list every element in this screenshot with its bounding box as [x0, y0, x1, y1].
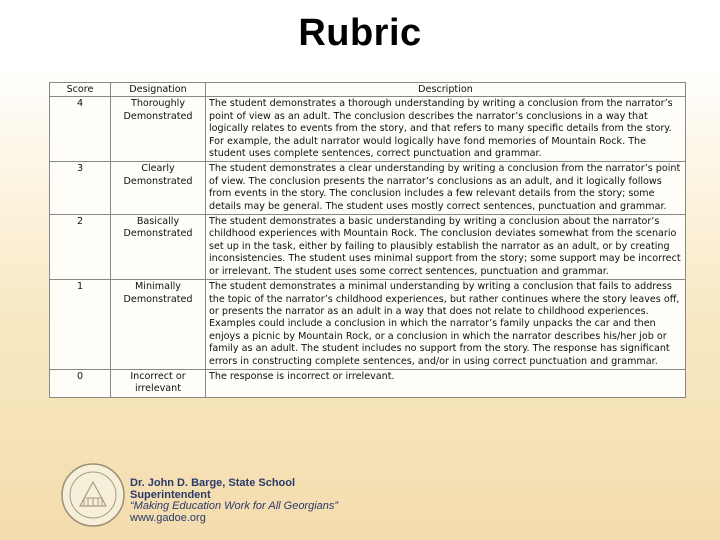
- score-cell: 0: [50, 369, 111, 397]
- description-cell: The student demonstrates a basic understanding by writing a conclusion about the narrator’s childhood experiences with Mountain Rock. The conclusion deviates somewhat from the scenario set up in the task, either by failing to plausibly establish the narrator as an adult, or by creating inconsistencies. The student uses minimal support from the story; some support may be incorrect or irrelevant. The student uses some correct sentences, punctuation and grammar.: [206, 215, 686, 280]
- score-cell: 2: [50, 215, 111, 280]
- table-row: [50, 280, 686, 370]
- table-header-row: [50, 83, 686, 97]
- description-cell: The student demonstrates a clear understanding by writing a conclusion from the narrator’s point of view. The conclusion presents the narrator’s conclusions as an adult, and it logically follows from events in the story. The conclusion includes a few relevant details from the story; some details may be general. The student uses mostly correct sentences, punctuation and grammar.: [206, 162, 686, 215]
- header-score: Score: [50, 83, 111, 97]
- superintendent-name-line1: Dr. John D. Barge, State School: [130, 477, 296, 489]
- description-cell: The student demonstrates a thorough understanding by writing a conclusion from the narrator’s point of view as an adult. The conclusion describes the narrator’s conclusions in a way that logically relates to events from the story, and that refers to many specific details from the story. For example, the adult narrator would logically have fond memories of Mountain Rock. The student uses complete sentences, correct punctuation and grammar.: [206, 97, 686, 162]
- rubric-table: [49, 82, 686, 398]
- designation-cell: Clearly Demonstrated: [111, 162, 206, 215]
- designation-cell: Thoroughly Demonstrated: [111, 97, 206, 162]
- table-row: [50, 369, 686, 397]
- table-row: [50, 162, 686, 215]
- score-cell: 3: [50, 162, 111, 215]
- score-cell: 1: [50, 280, 111, 370]
- table-row: [50, 215, 686, 280]
- header-description: Description: [206, 83, 686, 97]
- designation-cell: Minimally Demonstrated: [111, 280, 206, 370]
- score-cell: 4: [50, 97, 111, 162]
- description-cell: The response is incorrect or irrelevant.: [206, 369, 686, 397]
- header-designation: Designation: [111, 83, 206, 97]
- footer-credit: [130, 478, 338, 524]
- footer-website: www.gadoe.org: [130, 511, 206, 524]
- table-row: [50, 97, 686, 162]
- footer-slogan: “Making Education Work for All Georgians”: [130, 500, 339, 512]
- designation-cell: Basically Demonstrated: [111, 215, 206, 280]
- georgia-doe-seal-icon: [60, 462, 126, 528]
- designation-cell: Incorrect or irrelevant: [111, 369, 206, 397]
- description-cell: The student demonstrates a minimal understanding by writing a conclusion that fails to address the topic of the narrator’s childhood experiences, but rather continues where the story leaves off, or presents the narrator as an adult in a way that does not relate to childhood experiences. Examples could include a conclusion in which the narrator’s family unpacks the car and then enjoys a picnic by Mountain Rock, or a conclusion in which the narrator describes his/her job or family as an adult. The student includes no support from the story. The response has significant errors in constructing complete sentences, and/or in using correct punctuation and grammar.: [206, 280, 686, 370]
- slide-title: Rubric: [298, 12, 422, 54]
- superintendent-name-line2: Superintendent: [130, 488, 211, 501]
